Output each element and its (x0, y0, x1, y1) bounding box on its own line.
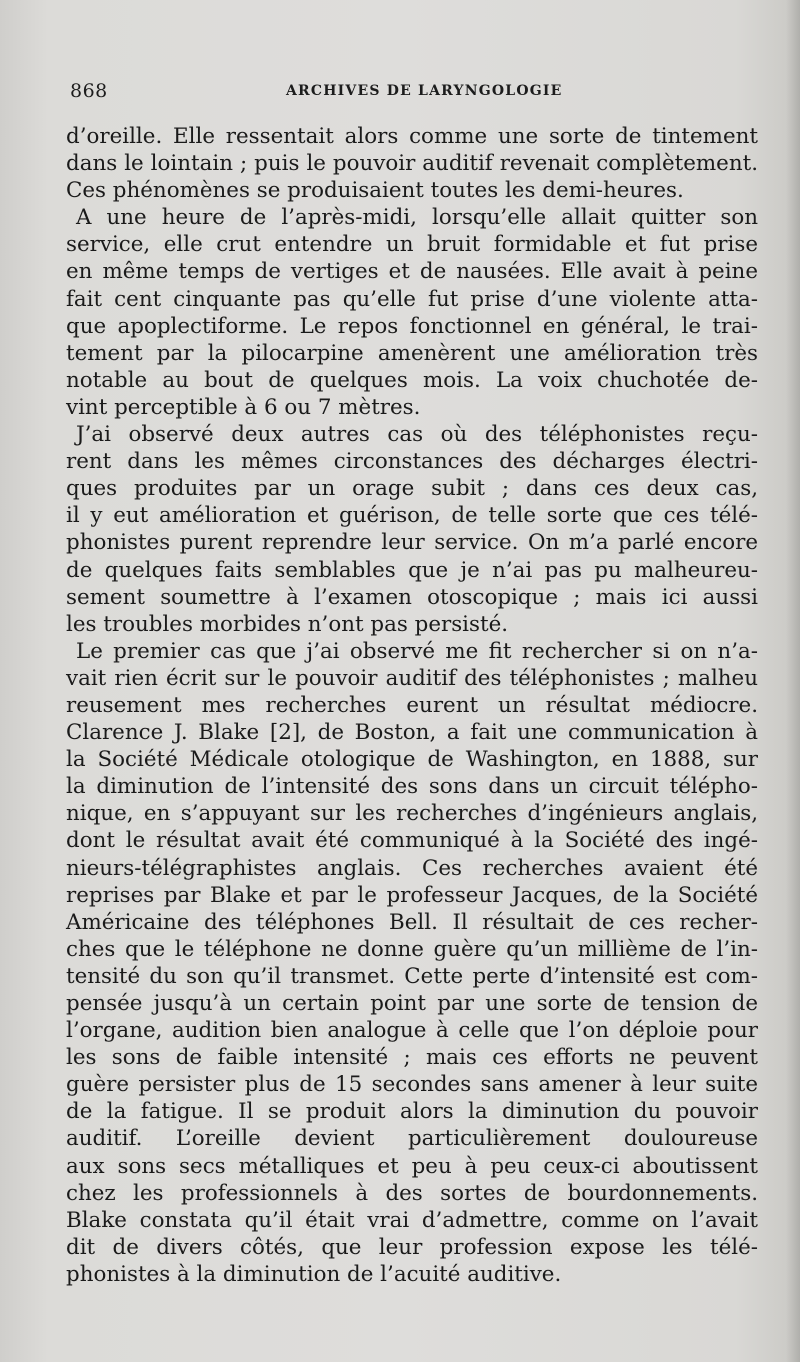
text-line: notable au bout de quelques mois. La voix chuchotée de- (66, 367, 758, 393)
text-line: Le premier cas que j’ai observé me fit rechercher si on n’a- (76, 638, 758, 664)
text-line: Clarence J. Blake [2], de Boston, a fait une communication à (66, 720, 758, 746)
text-line: nieurs-télégraphistes anglais. Ces recherches avaient été (66, 855, 758, 881)
text-line: phonistes purent reprendre leur service. On m’a parlé encore (66, 530, 758, 556)
text-line: pensée jusqu’à un certain point par une sorte de tension de (66, 991, 758, 1016)
text-line: la Société Médicale otologique de Washington, en 1888, sur (66, 747, 758, 773)
text-line: tement par la pilocarpine amenèrent une amélioration très (66, 340, 758, 366)
text-line: guère persister plus de 15 secondes sans amener à leur suite (66, 1072, 758, 1098)
text-line: Ces phénomènes se produisaient toutes les demi-heures. (66, 178, 684, 204)
text-line: d’oreille. Elle ressentait alors comme une sorte de tintement (66, 124, 758, 149)
page-edge-shadow (786, 0, 800, 1362)
page-header (70, 80, 760, 110)
page-number: 868 (70, 80, 108, 102)
text-line: dont le résultat avait été communiqué à la Société des ingé- (66, 828, 758, 854)
text-line: sement soumettre à l’examen otoscopique ; mais ici aussi (66, 584, 758, 610)
text-line: de la fatigue. Il se produit alors la diminution du pouvoir (66, 1099, 758, 1125)
text-line: nique, en s’appuyant sur les recherches d’ingénieurs anglais, (66, 801, 758, 827)
text-line: reusement mes recherches eurent un résultat médiocre. (66, 692, 758, 718)
running-head: ARCHIVES DE LARYNGOLOGIE (286, 83, 563, 99)
text-line: vait rien écrit sur le pouvoir auditif des téléphonistes ; malheu (66, 665, 758, 691)
text-line: que apoplectiforme. Le repos fonctionnel en général, le trai- (66, 313, 758, 339)
text-line: les troubles morbides n’ont pas persisté. (66, 611, 509, 637)
text-line: l’organe, audition bien analogue à celle que l’on déploie pour (66, 1018, 758, 1044)
text-line: A une heure de l’après-midi, lorsqu’elle allait quitter son (76, 205, 758, 231)
text-line: Blake constata qu’il était vrai d’admettre, comme on l’avait (66, 1207, 758, 1233)
text-line: reprises par Blake et par le professeur Jacques, de la Société (66, 882, 758, 908)
text-line: les sons de faible intensité ; mais ces efforts ne peuvent (66, 1045, 758, 1071)
text-line: la diminution de l’intensité des sons dans un circuit télépho- (66, 774, 758, 800)
body-text (66, 123, 758, 1288)
text-line: dit de divers côtés, que leur profession expose les télé- (66, 1234, 758, 1260)
text-line: Américaine des téléphones Bell. Il résultait de ces recher- (66, 909, 758, 935)
text-line: rent dans les mêmes circonstances des décharges électri- (66, 449, 758, 475)
text-line: auditif. L’oreille devient particulièrement douloureuse (66, 1126, 758, 1152)
text-line: aux sons secs métalliques et peu à peu ceux-ci aboutissent (66, 1153, 758, 1179)
text-line: ques produites par un orage subit ; dans ces deux cas, (66, 476, 758, 502)
text-line: service, elle crut entendre un bruit formidable et fut prise (66, 232, 758, 258)
text-line: vint perceptible à 6 ou 7 mètres. (66, 394, 421, 420)
text-line: ches que le téléphone ne donne guère qu’un millième de l’in- (66, 936, 758, 962)
text-line: tensité du son qu’il transmet. Cette perte d’intensité est com- (66, 963, 758, 989)
text-line: fait cent cinquante pas qu’elle fut prise d’une violente atta- (66, 286, 758, 312)
text-line: il y eut amélioration et guérison, de telle sorte que ces télé- (66, 503, 758, 529)
text-line: dans le lointain ; puis le pouvoir auditif revenait complètement. (66, 151, 758, 177)
text-line: chez les professionnels à des sortes de bourdonnements. (66, 1180, 758, 1206)
text-line: J’ai observé deux autres cas où des téléphonistes reçu- (76, 422, 758, 448)
text-line: en même temps de vertiges et de nausées. Elle avait à peine (66, 259, 758, 285)
text-line: phonistes à la diminution de l’acuité auditive. (66, 1261, 562, 1287)
text-line: de quelques faits semblables que je n’ai pas pu malheureu- (66, 557, 758, 583)
